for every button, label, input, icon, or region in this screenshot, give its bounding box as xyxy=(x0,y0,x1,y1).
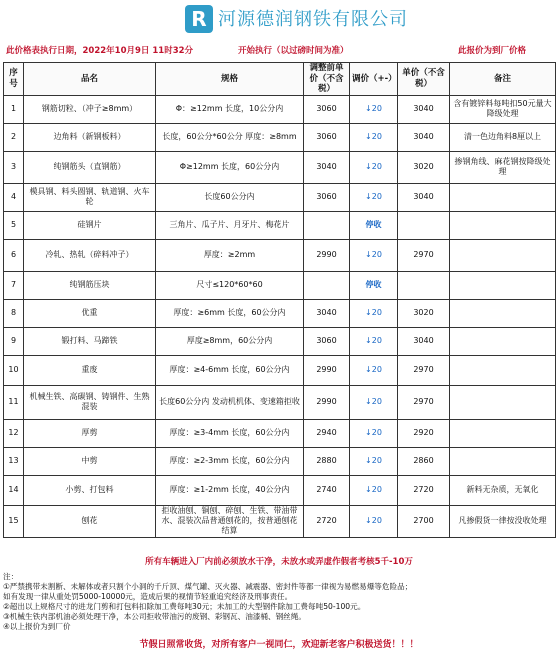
cell-adjust: ↓20 xyxy=(350,505,398,537)
cell-prev-price: 2740 xyxy=(304,475,350,505)
note-line: ③机械生铁内部机油必须处理干净，本公司拒收带油污的废钢、彩钢瓦、油漆桶、钢丝绳。 xyxy=(3,612,306,621)
cell-name: 硅钢片 xyxy=(24,211,156,239)
cell-seq: 2 xyxy=(4,123,24,151)
cell-price: 3040 xyxy=(398,123,450,151)
price-table xyxy=(3,62,556,538)
cell-remark: 凡掺假货一律按没收处理 xyxy=(450,505,556,537)
cell-seq: 7 xyxy=(4,271,24,299)
cell-name: 厚剪 xyxy=(24,419,156,447)
table-row xyxy=(4,355,556,385)
cell-remark: 新料无杂质，无氧化 xyxy=(450,475,556,505)
table-row xyxy=(4,385,556,419)
cell-price: 2970 xyxy=(398,385,450,419)
cell-seq: 8 xyxy=(4,299,24,327)
table-header-row xyxy=(4,63,556,96)
cell-remark xyxy=(450,239,556,271)
cell-adjust: ↓20 xyxy=(350,299,398,327)
cell-adjust: 停收 xyxy=(350,271,398,299)
cell-seq: 15 xyxy=(4,505,24,537)
cell-price: 3020 xyxy=(398,299,450,327)
cell-spec: 厚度：≥6mm 长度，60公分内 xyxy=(156,299,304,327)
company-name: 河源德润钢铁有限公司 xyxy=(218,9,408,30)
cell-prev-price: 3060 xyxy=(304,123,350,151)
cell-name: 模具钢、料头圆钢、轨道钢、火车轮 xyxy=(24,183,156,211)
col-spec: 规格 xyxy=(156,63,304,96)
cell-prev-price: 3060 xyxy=(304,183,350,211)
cell-seq: 9 xyxy=(4,327,24,355)
cell-price: 2860 xyxy=(398,447,450,475)
cell-name: 刨花 xyxy=(24,505,156,537)
cell-prev-price: 3040 xyxy=(304,151,350,183)
cell-seq: 1 xyxy=(4,95,24,123)
cell-name: 重废 xyxy=(24,355,156,385)
cell-adjust: ↓20 xyxy=(350,151,398,183)
table-row xyxy=(4,95,556,123)
cell-price: 2700 xyxy=(398,505,450,537)
table-row xyxy=(4,327,556,355)
cell-adjust: ↓20 xyxy=(350,327,398,355)
cell-adjust: ↓20 xyxy=(350,183,398,211)
cell-remark xyxy=(450,299,556,327)
cell-adjust: ↓20 xyxy=(350,123,398,151)
cell-spec: 厚度≥8mm，60公分内 xyxy=(156,327,304,355)
cell-prev-price xyxy=(304,271,350,299)
cell-name: 优重 xyxy=(24,299,156,327)
cell-adjust: 停收 xyxy=(350,211,398,239)
cell-name: 机械生铁、高碳钢、铸钢件、生熟混装 xyxy=(24,385,156,419)
cell-price: 2970 xyxy=(398,239,450,271)
cell-remark xyxy=(450,327,556,355)
price-info-bar xyxy=(0,41,558,57)
cell-prev-price: 3060 xyxy=(304,327,350,355)
cell-price xyxy=(398,271,450,299)
cell-prev-price: 2940 xyxy=(304,419,350,447)
cell-spec: 尺寸≤120*60*60 xyxy=(156,271,304,299)
cell-adjust: ↓20 xyxy=(350,419,398,447)
cell-price: 2920 xyxy=(398,419,450,447)
cell-name: 钢筋切粒、（冲子≥8mm） xyxy=(24,95,156,123)
cell-spec: Φ≥12mm 长度，60公分内 xyxy=(156,151,304,183)
note-line: ②超出以上规格尺寸的进龙门剪和打包料扣除加工费每吨30元；未加工的大型钢件除加工费每吨50-100元。 xyxy=(3,602,366,611)
cell-adjust: ↓20 xyxy=(350,95,398,123)
cell-name: 中剪 xyxy=(24,447,156,475)
table-row xyxy=(4,475,556,505)
cell-seq: 14 xyxy=(4,475,24,505)
table-row xyxy=(4,151,556,183)
cell-price: 3040 xyxy=(398,95,450,123)
cell-prev-price: 2990 xyxy=(304,355,350,385)
cell-spec: 长度60公分内 xyxy=(156,183,304,211)
cell-remark xyxy=(450,183,556,211)
cell-remark xyxy=(450,271,556,299)
cell-remark: 掺钢角线、麻花钢按降级处理 xyxy=(450,151,556,183)
cell-seq: 13 xyxy=(4,447,24,475)
note-line: 如有发现一律从重处罚5000-10000元，造成后果的视情节轻重追究经济及刑事责任。 xyxy=(3,592,293,601)
slogan: 节假日照常收货，对所有客户一视同仁，欢迎新老客户积极送货！！！ xyxy=(139,640,419,650)
cell-adjust: ↓20 xyxy=(350,447,398,475)
cell-remark: 清一色边角料8厘以上 xyxy=(450,123,556,151)
cell-remark: 含有镀锌料每吨扣50元量大降级处理 xyxy=(450,95,556,123)
cell-remark xyxy=(450,355,556,385)
cell-prev-price: 2990 xyxy=(304,385,350,419)
col-prev-price: 调整前单价（不含税） xyxy=(304,63,350,96)
cell-name: 纯钢筋压块 xyxy=(24,271,156,299)
water-warning: 所有车辆进入厂内前必须放水干净，未放水或弄虚作假者考核5千-10万 xyxy=(145,557,413,567)
cell-spec: 长度，60公分*60公分 厚度：≥8mm xyxy=(156,123,304,151)
cell-spec: Φ：≥12mm 长度，10公分内 xyxy=(156,95,304,123)
col-name: 品名 xyxy=(24,63,156,96)
start-note: 开始执行（以过磅时间为准） xyxy=(238,46,349,56)
cell-seq: 12 xyxy=(4,419,24,447)
cell-prev-price: 2720 xyxy=(304,505,350,537)
note-line: ①严禁携带未割断、未解体或者只割个小洞的千斤顶、煤气罐、灭火器、减震器、密封件等都一律视为易燃易爆等危险品； xyxy=(3,582,413,591)
cell-price: 2970 xyxy=(398,355,450,385)
table-row xyxy=(4,123,556,151)
cell-price: 3040 xyxy=(398,327,450,355)
cell-spec: 厚度：≥2-3mm 长度，60公分内 xyxy=(156,447,304,475)
cell-seq: 6 xyxy=(4,239,24,271)
company-header xyxy=(0,0,558,40)
table-row xyxy=(4,505,556,537)
table-row xyxy=(4,239,556,271)
cell-spec: 厚度：≥1-2mm 长度，40公分内 xyxy=(156,475,304,505)
col-seq: 序号 xyxy=(4,63,24,96)
col-remark: 备注 xyxy=(450,63,556,96)
table-row xyxy=(4,183,556,211)
cell-name: 小剪、打包料 xyxy=(24,475,156,505)
cell-seq: 4 xyxy=(4,183,24,211)
cell-seq: 10 xyxy=(4,355,24,385)
delivery-note: 此报价为到厂价格 xyxy=(458,46,527,56)
cell-spec: 拒收油刨、铜刨、碎刨、生铁、带油带水、混装次品普通刨花的，按普通刨花结算 xyxy=(156,505,304,537)
cell-prev-price: 3040 xyxy=(304,299,350,327)
cell-spec: 厚度：≥4-6mm 长度，60公分内 xyxy=(156,355,304,385)
cell-remark xyxy=(450,385,556,419)
cell-price: 3040 xyxy=(398,183,450,211)
cell-remark xyxy=(450,211,556,239)
cell-name: 纯钢筋头（直钢筋） xyxy=(24,151,156,183)
cell-adjust: ↓20 xyxy=(350,239,398,271)
cell-spec: 厚度：≥3-4mm 长度，60公分内 xyxy=(156,419,304,447)
svg-text:R: R xyxy=(191,7,207,31)
cell-prev-price: 2880 xyxy=(304,447,350,475)
cell-name: 冷轧、热轧（碎料冲子） xyxy=(24,239,156,271)
cell-name: 锻打料、马蹄铁 xyxy=(24,327,156,355)
company-logo-icon xyxy=(184,4,214,34)
cell-spec: 厚度：≥2mm xyxy=(156,239,304,271)
cell-spec: 长度60公分内 发动机机体、变速箱拒收 xyxy=(156,385,304,419)
col-adjust: 调价（+-） xyxy=(350,63,398,96)
notes-block xyxy=(3,572,555,632)
cell-price xyxy=(398,211,450,239)
cell-seq: 3 xyxy=(4,151,24,183)
cell-adjust: ↓20 xyxy=(350,475,398,505)
cell-adjust: ↓20 xyxy=(350,355,398,385)
table-row xyxy=(4,299,556,327)
cell-prev-price: 3060 xyxy=(304,95,350,123)
notes-title: 注： xyxy=(3,572,19,581)
cell-remark xyxy=(450,447,556,475)
table-row xyxy=(4,211,556,239)
cell-remark xyxy=(450,419,556,447)
cell-prev-price: 2990 xyxy=(304,239,350,271)
table-row xyxy=(4,447,556,475)
table-row xyxy=(4,419,556,447)
cell-seq: 11 xyxy=(4,385,24,419)
table-row xyxy=(4,271,556,299)
col-price: 单价（不含税） xyxy=(398,63,450,96)
cell-seq: 5 xyxy=(4,211,24,239)
cell-adjust: ↓20 xyxy=(350,385,398,419)
effective-date: 此价格表执行日期，2022年10月9日 11时32分 xyxy=(6,46,194,56)
cell-price: 2720 xyxy=(398,475,450,505)
cell-spec: 三角片、瓜子片、月牙片、梅花片 xyxy=(156,211,304,239)
cell-name: 边角料（新钢板料） xyxy=(24,123,156,151)
cell-price: 3020 xyxy=(398,151,450,183)
cell-prev-price xyxy=(304,211,350,239)
note-line: ④以上报价为到厂价 xyxy=(3,622,71,631)
